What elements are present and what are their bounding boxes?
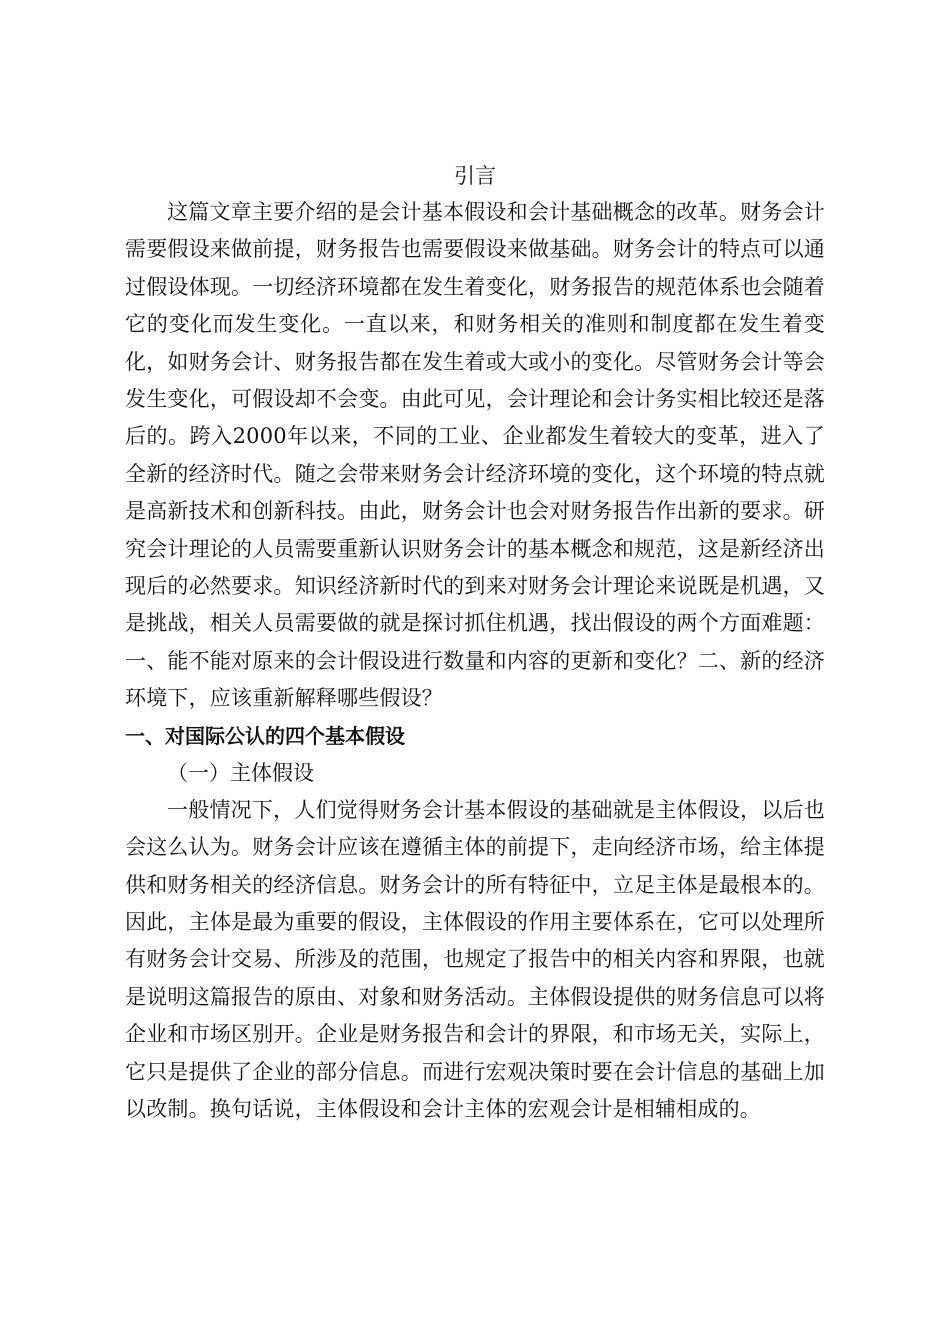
intro-paragraph: 这篇文章主要介绍的是会计基本假设和会计基础概念的改革。财务会计需要假设来做前提，财务报告也需要假设来做基础。财务会计的特点可以通过假设体现。一切经济环境都在发生着变化，财务报告的规范体系也会随着它的变化而发生变化。一直以来，和财务相关的准则和制度都在发生着变化，如财务会计、财务报告都在发生着或大或小的变化。尽管财务会计等会发生变化，可假设却不会变。由此可见，会计理论和会计务实相比较还是落后的。跨入2000年以来，不同的工业、企业都发生着较大的变革，进入了全新的经济时代。随之会带来财务会计经济环境的变化，这个环境的特点就是高新技术和创新科技。由此，财务会计也会对财务报告作出新的要求。研究会计理论的人员需要重新认识财务会计的基本概念和规范，这是新经济出现后的必然要求。知识经济新时代的到来对财务会计理论来说既是机遇，又是挑战，相关人员需要做的就是探讨抓住机遇，找出假设的两个方面难题：一、能不能对原来的会计假设进行数量和内容的更新和变化？二、新的经济环境下，应该重新解释哪些假设？	[125, 200, 825, 711]
subsection-paragraph: 一般情况下，人们觉得财务会计基本假设的基础就是主体假设，以后也会这么认为。财务会计应该在遵循主体的前提下，走向经济市场，给主体提供和财务相关的经济信息。财务会计的所有特征中，立足主体是最根本的。因此，主体是最为重要的假设，主体假设的作用主要体系在，它可以处理所有财务会计交易、所涉及的范围，也规定了报告中的相关内容和界限，也就是说明这篇报告的原由、对象和财务活动。主体假设提供的财务信息可以将企业和市场区别开。企业是财务报告和会计的界限，和市场无关，实际上，它只是提供了企业的部分信息。而进行宏观决策时要在会计信息的基础上加以改制。换句话说，主体假设和会计主体的宏观会计是相辅相成的。	[125, 797, 825, 1121]
document-body	[125, 158, 825, 1128]
section-heading: 一、对国际公认的四个基本假设	[125, 723, 405, 748]
document-title: 引言	[454, 164, 496, 188]
subsection-heading: （一）主体假设	[167, 760, 314, 785]
